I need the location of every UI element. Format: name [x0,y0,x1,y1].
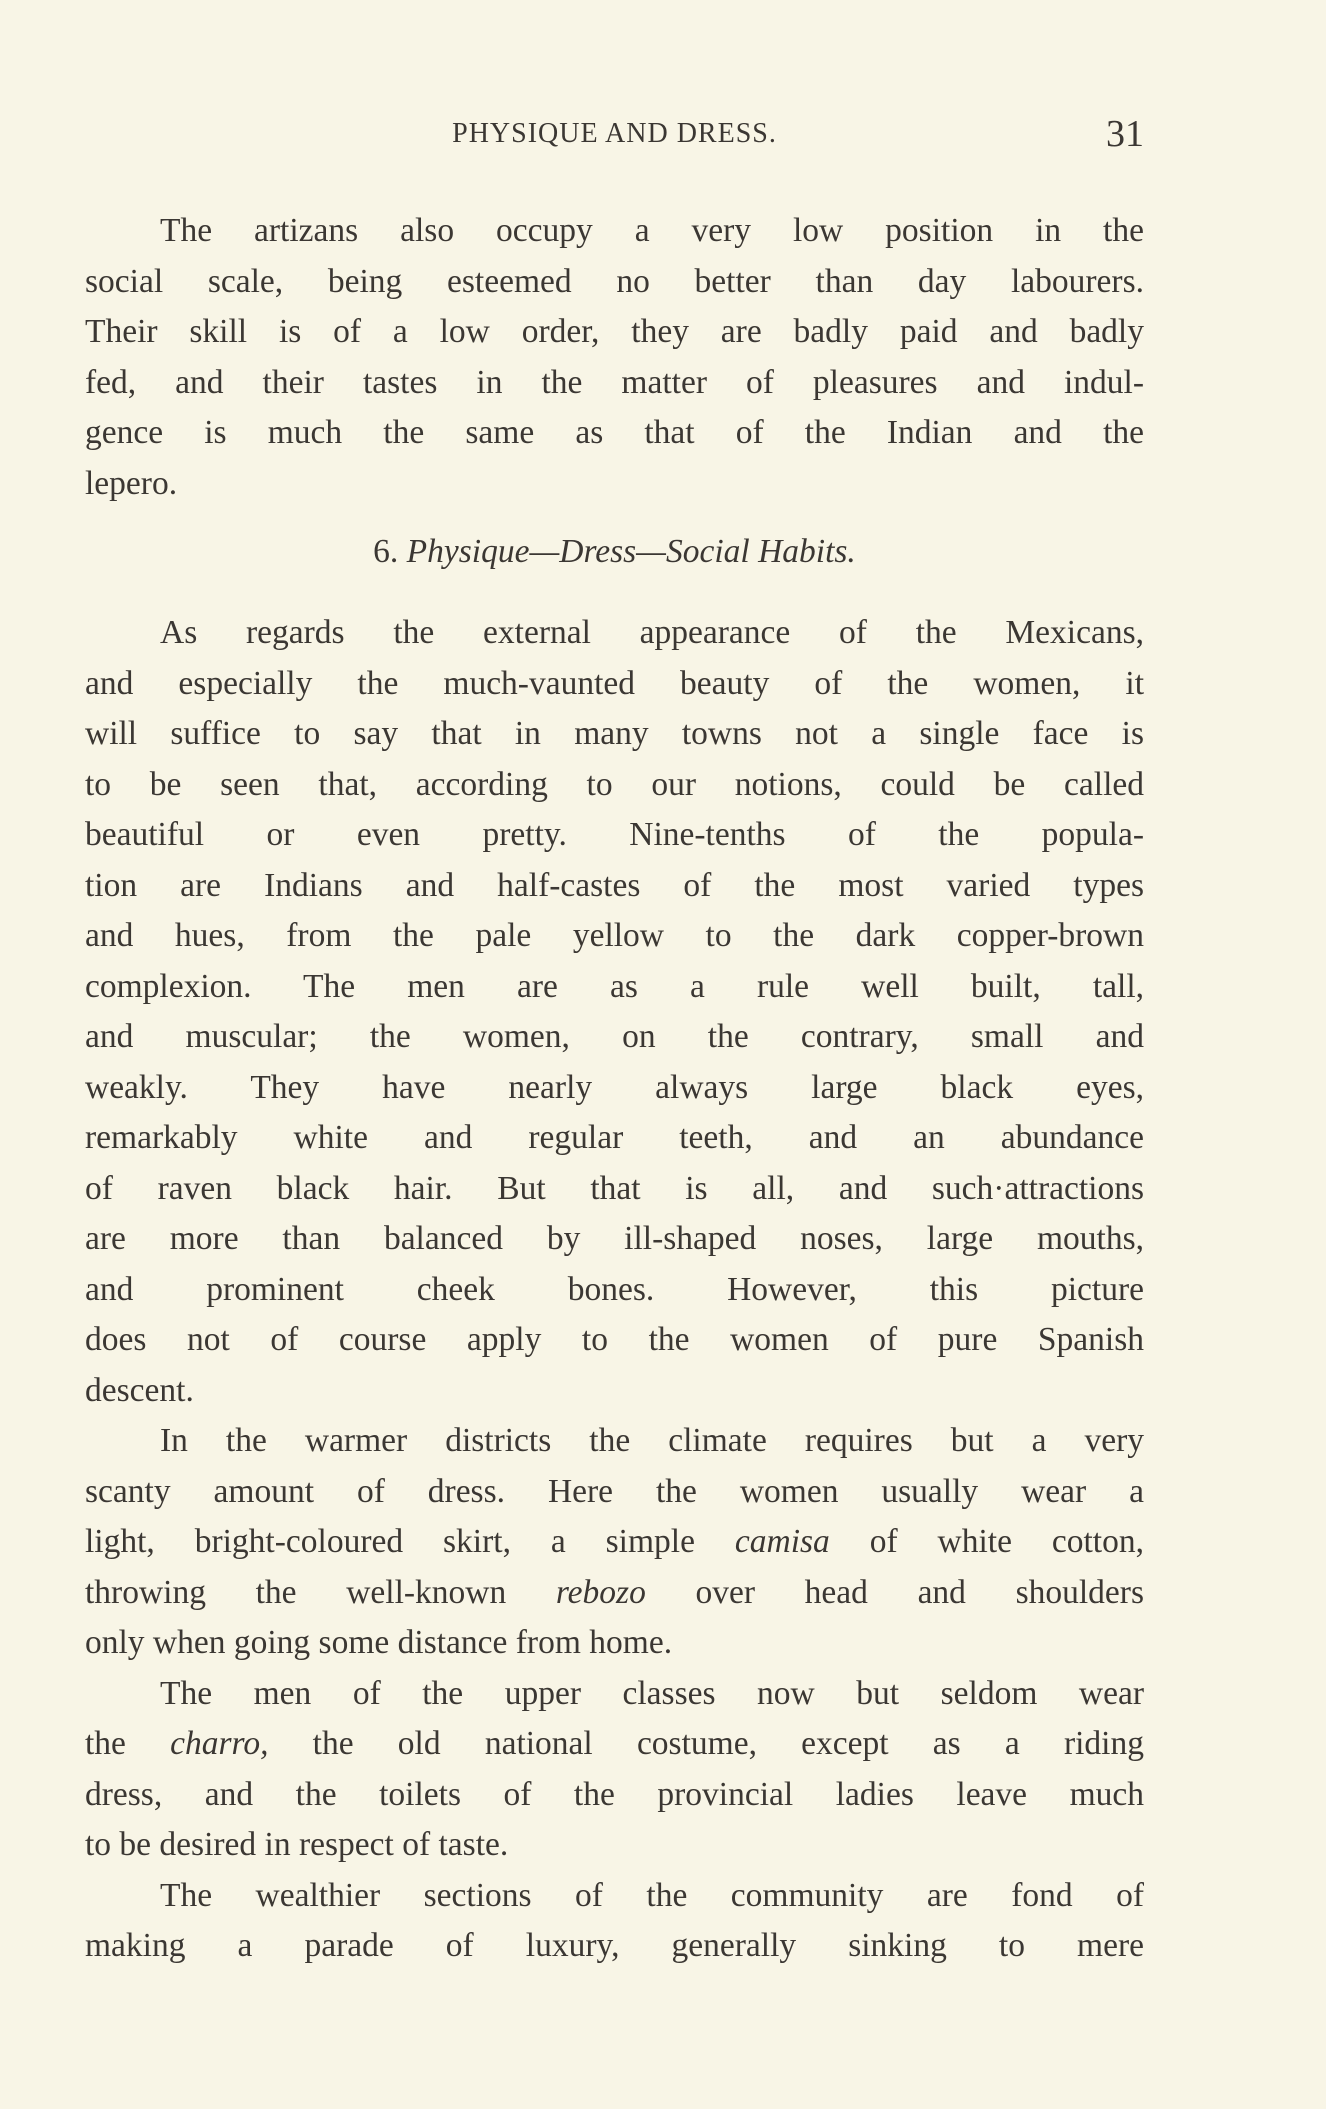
text-run: descent. [85,1371,194,1409]
italic-term: camisa [734,1523,830,1560]
text-run: In the warmer districts the climate requires but a very [160,1422,1144,1459]
text-line [85,1063,1144,1114]
section-body [85,608,1144,1972]
text-line [85,1871,1144,1922]
text-run: only when going some distance from home. [85,1624,673,1661]
paragraph-artizans [85,206,1144,509]
text-line [85,709,1144,760]
text-line [85,408,1144,459]
text-run: does not of course apply to the women of pure Spanish [85,1321,1144,1358]
text-line [85,358,1144,409]
text-line [85,911,1144,962]
text-run: to be desired in respect of taste. [85,1826,509,1863]
text-line [85,1517,1144,1568]
italic-term: rebozo [555,1573,646,1611]
text-run: and muscular; the women, on the contrary, small and [85,1018,1144,1055]
text-run: and prominent cheek bones. However, this picture [85,1270,1144,1308]
text-line [85,810,1144,861]
text-run: scanty amount of dress. Here the women usually wear a [85,1472,1144,1510]
text-run: are more than balanced by ill-shaped noses, large mouths, [85,1220,1144,1257]
text-line [85,1568,1144,1619]
text-run: dress, and the toilets of the provincial ladies leave much [85,1775,1144,1813]
text-run: and especially the much-vaunted beauty of the women, it [85,664,1144,702]
text-line [85,1921,1144,1972]
text-run: the [85,1725,171,1762]
text-run: tion are Indians and half-castes of the most varied types [85,866,1144,904]
text-line [85,1719,1144,1770]
text-line [85,257,1144,308]
text-run: weakly. They have nearly always large black eyes, [85,1068,1144,1106]
text-run: making a parade of luxury, generally sinking to mere [85,1927,1144,1964]
text-line [85,1265,1144,1316]
text-run: gence is much the same as that of the Indian and the [85,414,1144,451]
text-line [85,1214,1144,1265]
text-line [85,1012,1144,1063]
running-title: PHYSIQUE AND DRESS. [452,118,777,149]
text-run: The wealthier sections of the community are fond of [160,1876,1144,1914]
text-run: The men of the upper classes now but seldom wear [160,1674,1144,1712]
text-run: of white cotton, [829,1523,1144,1560]
text-line [85,1770,1144,1821]
section-heading [85,527,1144,578]
text-line [85,861,1144,912]
text-line [85,1315,1144,1366]
text-run: As regards the external appearance of the Mexicans, [160,614,1144,651]
text-line [85,1820,1144,1871]
text-run: to be seen that, according to our notions, could be called [85,765,1144,803]
text-run: social scale, being esteemed no better than day labourers. [85,262,1144,300]
text-line [85,608,1144,659]
text-line [85,1669,1144,1720]
text-line [85,307,1144,358]
text-line [85,1467,1144,1518]
text-run: Their skill is of a low order, they are badly paid and badly [85,313,1144,350]
text-run: remarkably white and regular teeth, and an abundance [85,1119,1144,1156]
text-line [85,659,1144,710]
text-run: lepero. [85,464,178,502]
text-line [85,1113,1144,1164]
section-title: Physique—Dress—Social Habits. [406,533,856,570]
running-head [85,112,1144,156]
text-run: beautiful or even pretty. Nine-tenths of the popula- [85,816,1144,853]
text-run: over head and shoulders [645,1573,1144,1611]
text-run: The artizans also occupy a very low position in the [160,212,1144,249]
text-run: will suffice to say that in many towns not a single face is [85,715,1144,752]
italic-term: charro, [170,1725,269,1762]
text-run: light, bright-coloured skirt, a simple [85,1523,735,1560]
text-line [85,1366,1144,1417]
section-number: 6. [373,533,407,570]
text-run: the old national costume, except as a riding [268,1725,1144,1762]
text-run: fed, and their tastes in the matter of pleasures and indul- [85,363,1144,401]
text-line [85,1618,1144,1669]
text-run: throwing the well-known [85,1573,556,1611]
text-line [85,1416,1144,1467]
text-line [85,459,1144,510]
text-line [85,1164,1144,1215]
text-run: of raven black hair. But that is all, and such·attractions [85,1169,1144,1207]
text-run: complexion. The men are as a rule well built, tall, [85,967,1144,1005]
text-line [85,206,1144,257]
text-run: and hues, from the pale yellow to the dark copper-brown [85,917,1144,954]
text-line [85,760,1144,811]
page-number: 31 [1106,113,1144,155]
text-line [85,962,1144,1013]
